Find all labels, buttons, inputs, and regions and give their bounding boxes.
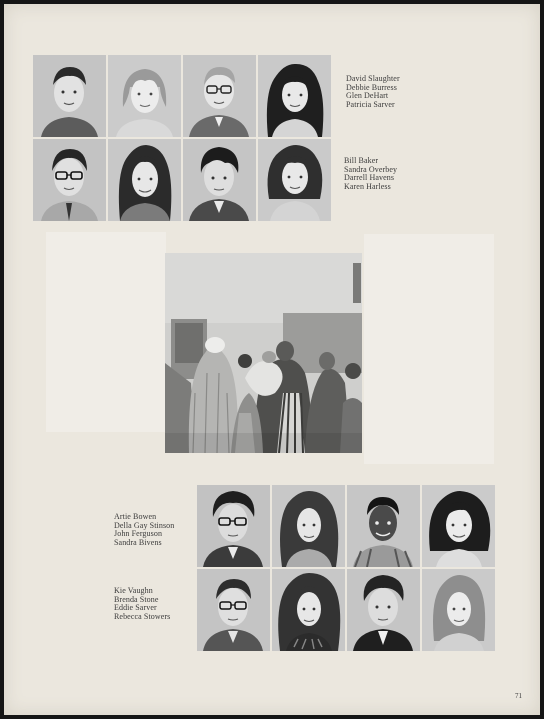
name-list-bottom-row-2 — [114, 587, 170, 621]
student-name: Brenda Stone — [114, 594, 159, 604]
portrait-photo — [197, 485, 270, 567]
yearbook-page — [4, 4, 540, 715]
portrait-grid-top — [33, 55, 331, 221]
portrait-photo — [422, 569, 495, 651]
page-number: 71 — [515, 692, 522, 700]
student-name: Patricia Sarver — [346, 99, 395, 109]
student-name: Eddie Sarver — [114, 603, 157, 613]
portrait-photo — [422, 485, 495, 567]
candid-classroom-photo — [165, 253, 362, 453]
student-name: David Slaughter — [346, 74, 400, 83]
portrait-photo — [197, 569, 270, 651]
student-name: Artie Bowen — [114, 512, 157, 521]
portrait-photo — [183, 55, 256, 137]
portrait-photo — [272, 485, 345, 567]
student-name: Sandra Bivens — [114, 537, 162, 547]
portrait-photo — [272, 569, 345, 651]
student-name: Kie Vaughn — [114, 586, 153, 595]
student-name: Darrell Havens — [344, 173, 395, 183]
portrait-photo — [33, 139, 106, 221]
student-name: John Ferguson — [114, 529, 163, 539]
student-name: Sandra Overbey — [344, 164, 398, 174]
name-list-top-row-2 — [344, 157, 397, 191]
student-name: Rebecca Stowers — [114, 611, 171, 621]
portrait-photo — [108, 139, 181, 221]
portrait-photo — [33, 55, 106, 137]
portrait-photo — [108, 55, 181, 137]
name-list-bottom-row-1 — [114, 513, 174, 547]
student-name: Karen Harless — [344, 181, 391, 191]
portrait-photo — [183, 139, 256, 221]
name-list-top-row-1 — [346, 75, 400, 109]
show-through-block — [46, 232, 166, 432]
portrait-grid-bottom — [197, 485, 495, 651]
student-name: Della Gay Stinson — [114, 520, 175, 530]
student-name: Debbie Burress — [346, 82, 397, 92]
student-name: Glen DeHart — [346, 91, 389, 101]
portrait-photo — [258, 55, 331, 137]
show-through-block — [364, 234, 494, 464]
student-name: Bill Baker — [344, 156, 379, 165]
portrait-photo — [347, 485, 420, 567]
portrait-photo — [347, 569, 420, 651]
portrait-photo — [258, 139, 331, 221]
